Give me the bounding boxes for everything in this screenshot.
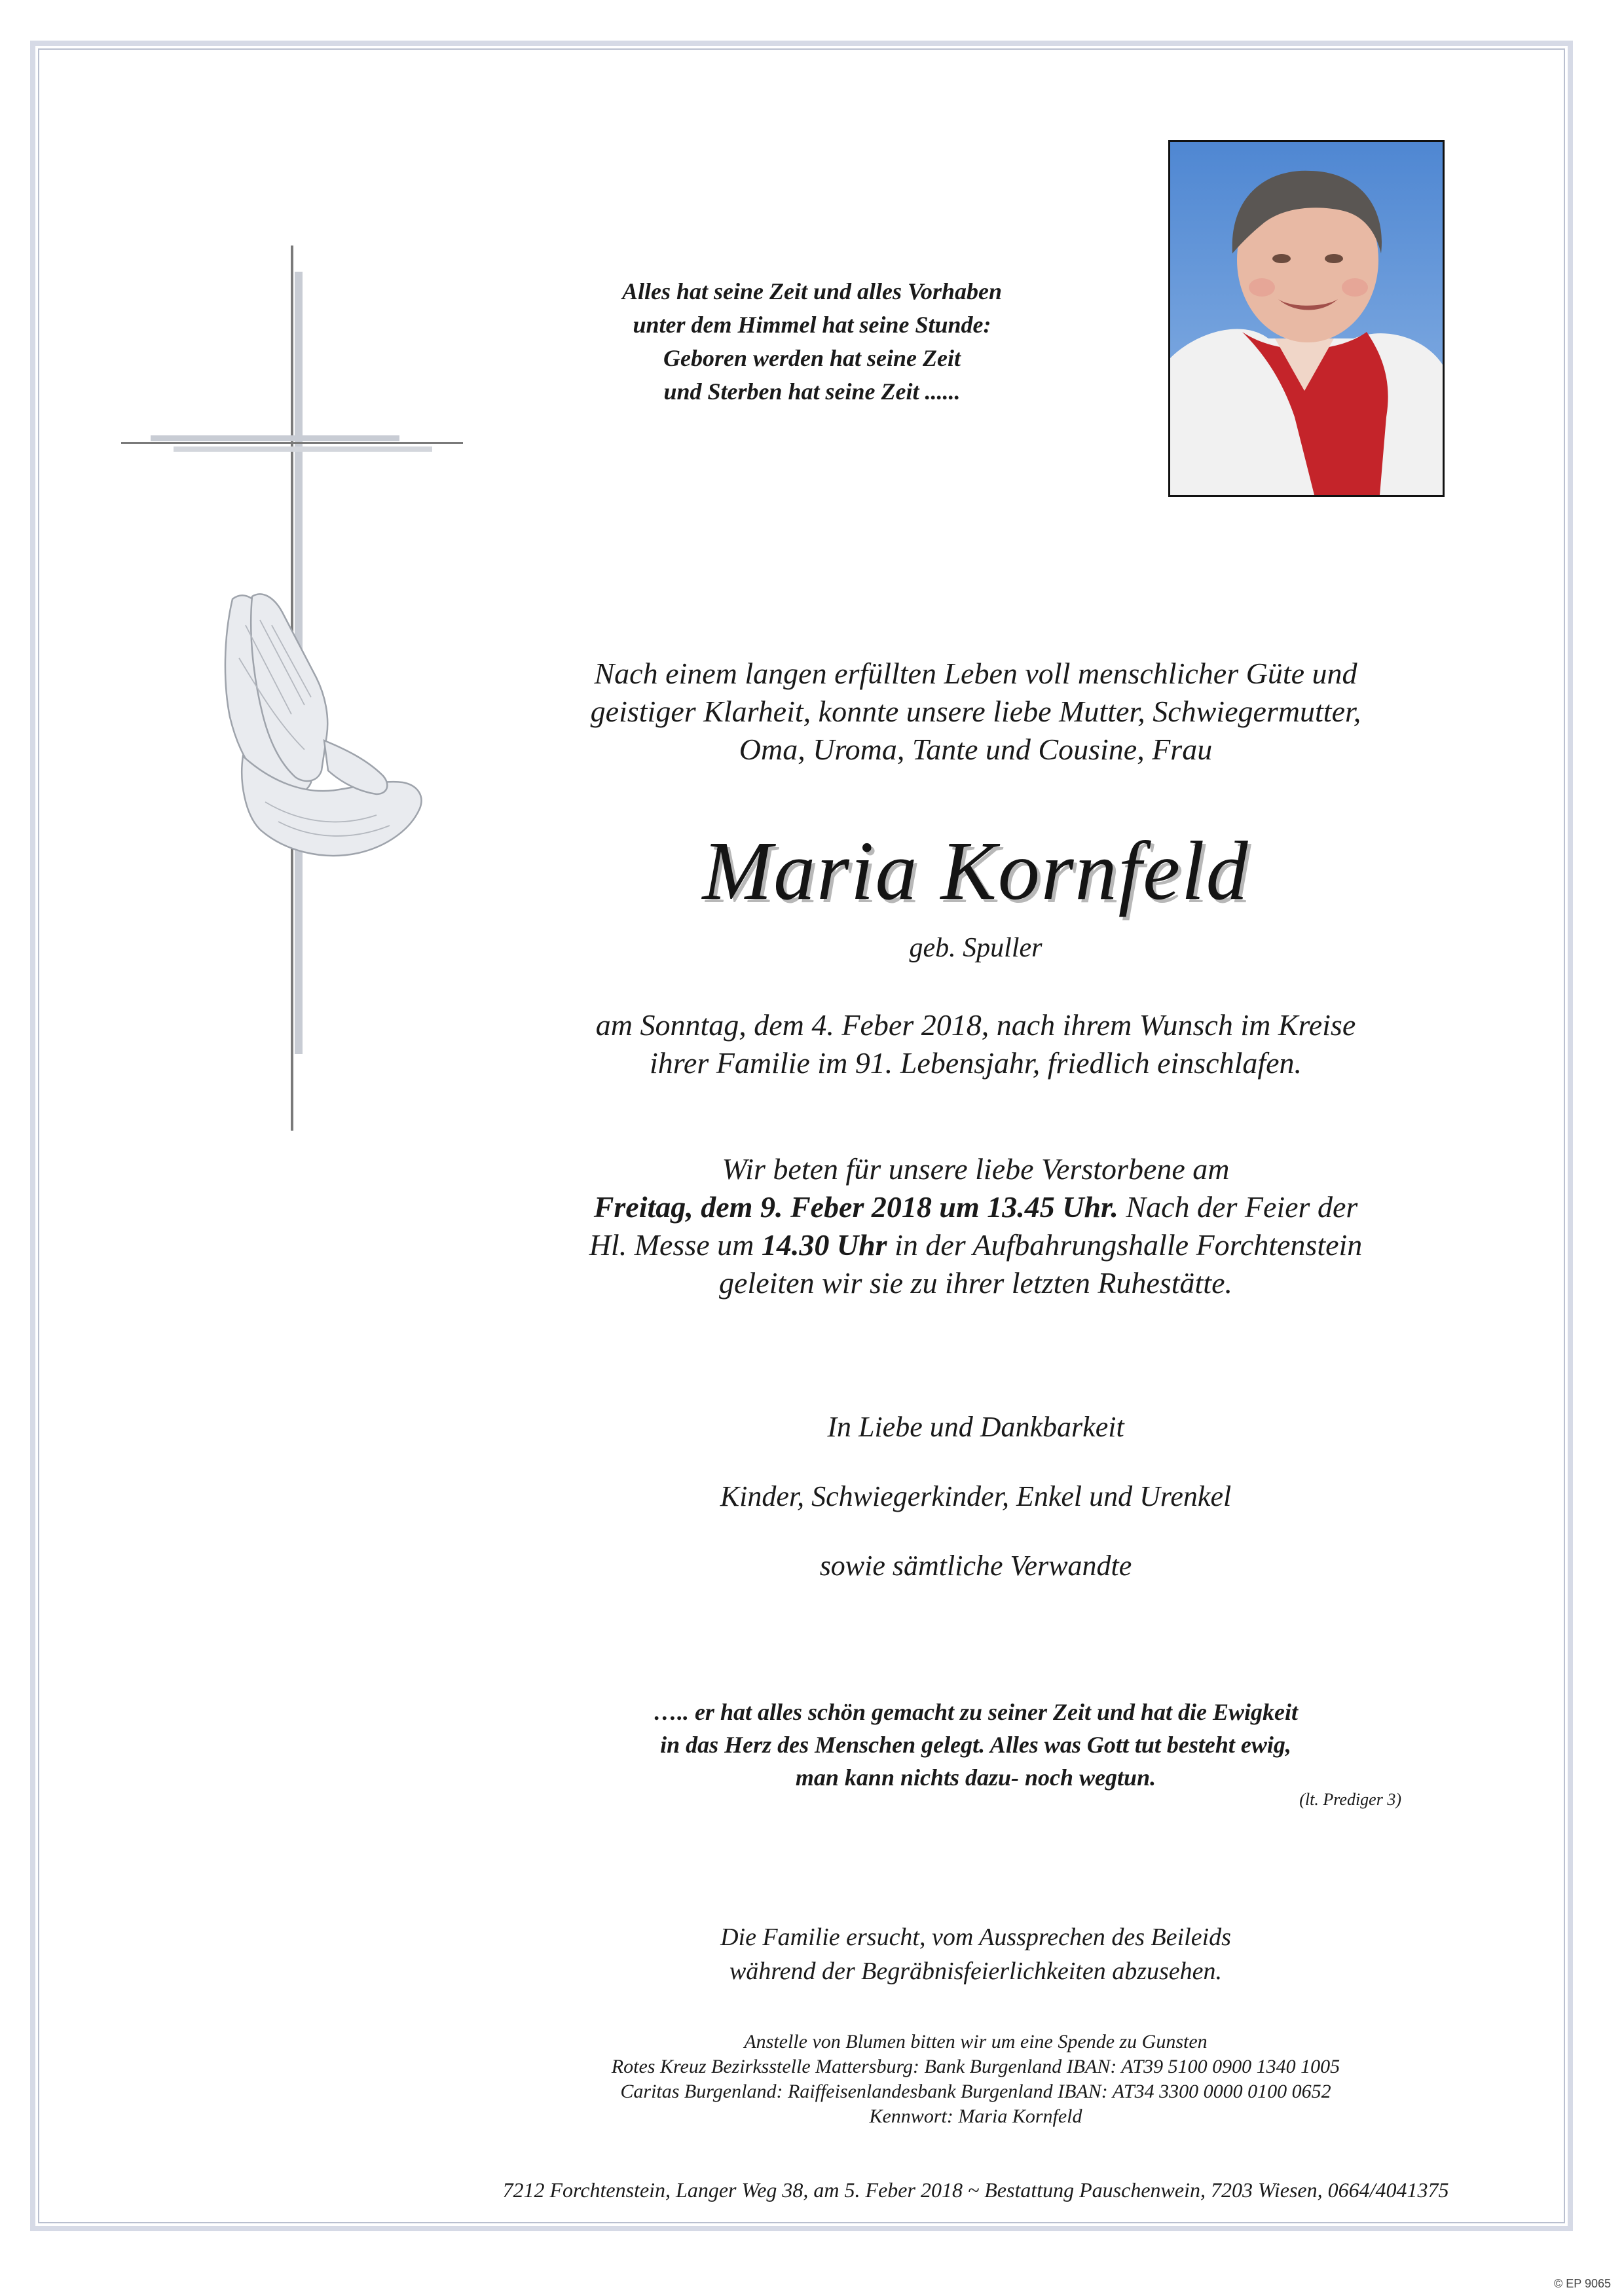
closing-mourners: Kinder, Schwiegerkinder, Enkel und Urenkel — [720, 1480, 1232, 1512]
service-line-rest: in der Aufbahrungshalle Forchtenstein — [887, 1228, 1363, 1262]
portrait-photo — [1168, 140, 1445, 497]
verse-line: unter dem Himmel hat seine Stunde: — [633, 312, 991, 338]
condolence-line: Die Familie ersucht, vom Aussprechen des Beileids — [720, 1923, 1231, 1951]
death-line: ihrer Familie im 91. Lebensjahr, friedlich einschlafen. — [649, 1046, 1302, 1080]
cross-horizontal-shade-bottom — [174, 446, 432, 452]
praying-hands-icon — [206, 586, 429, 874]
intro-line: geistiger Klarheit, konnte unsere liebe Mutter, Schwiegermutter, — [590, 695, 1361, 728]
service-line-rest: Nach der Feier der — [1118, 1190, 1358, 1224]
service-info — [537, 1150, 1414, 1302]
closing-love: In Liebe und Dankbarkeit — [827, 1411, 1124, 1443]
death-notice — [537, 1006, 1414, 1082]
intro-text — [537, 655, 1414, 769]
donation-info — [537, 2030, 1414, 2129]
service-line-start: Hl. Messe um — [589, 1228, 762, 1262]
verse-line: ….. er hat alles schön gemacht zu seiner Zeit und hat die Ewigkeit — [653, 1699, 1299, 1725]
intro-line: Oma, Uroma, Tante und Cousine, Frau — [739, 733, 1213, 766]
verse-line: in das Herz des Menschen gelegt. Alles was Gott tut besteht ewig, — [660, 1732, 1291, 1758]
donation-line: Rotes Kreuz Bezirksstelle Mattersburg: Bank Burgenland IBAN: AT39 5100 0900 1340 1005 — [611, 2056, 1340, 2077]
verse-line: und Sterben hat seine Zeit ...... — [663, 378, 961, 405]
service-time: 14.30 Uhr — [761, 1228, 887, 1262]
verse-line: man kann nichts dazu- noch wegtun. — [795, 1764, 1156, 1791]
condolence-line: während der Begräbnisfeierlichkeiten abzusehen. — [729, 1958, 1223, 1985]
service-line — [537, 1226, 1414, 1264]
footer-address: 7212 Forchtenstein, Langer Weg 38, am 5. Feber 2018 ~ Bestattung Pauschenwein, 7203 Wiesen, 0664/4041375 — [502, 2178, 1449, 2202]
verse-line: Geboren werden hat seine Zeit — [663, 345, 961, 371]
death-line: am Sonntag, dem 4. Feber 2018, nach ihrem Wunsch im Kreise — [595, 1008, 1356, 1042]
service-line — [537, 1188, 1414, 1226]
verse-source: (lt. Prediger 3) — [1299, 1790, 1401, 1809]
maiden-name: geb. Spuller — [909, 933, 1043, 963]
verse-line: Alles hat seine Zeit und alles Vorhaben — [621, 278, 1003, 304]
bottom-verse — [524, 1696, 1428, 1794]
service-date: Freitag, dem 9. Feber 2018 um 13.45 Uhr. — [593, 1190, 1118, 1224]
portrait-illustration — [1170, 142, 1443, 495]
donation-line: Caritas Burgenland: Raiffeisenlandesbank Burgenland IBAN: AT34 3300 0000 0100 0652 — [620, 2081, 1331, 2102]
cross-horizontal-line — [121, 442, 463, 444]
donation-line: Kennwort: Maria Kornfeld — [869, 2105, 1082, 2127]
service-line: geleiten wir sie zu ihrer letzten Ruhestätte. — [719, 1266, 1232, 1300]
cross-horizontal-shade-top — [151, 435, 399, 441]
print-code: © EP 9065 — [1554, 2277, 1611, 2290]
deceased-name: Maria Kornfeld — [702, 824, 1249, 917]
top-verse — [511, 275, 1113, 409]
condolence-request — [537, 1920, 1414, 1988]
closing-relatives: sowie sämtliche Verwandte — [819, 1550, 1132, 1582]
donation-line: Anstelle von Blumen bitten wir um eine Spende zu Gunsten — [744, 2031, 1208, 2052]
service-line: Wir beten für unsere liebe Verstorbene am — [722, 1152, 1230, 1186]
intro-line: Nach einem langen erfüllten Leben voll menschlicher Güte und — [594, 657, 1357, 690]
